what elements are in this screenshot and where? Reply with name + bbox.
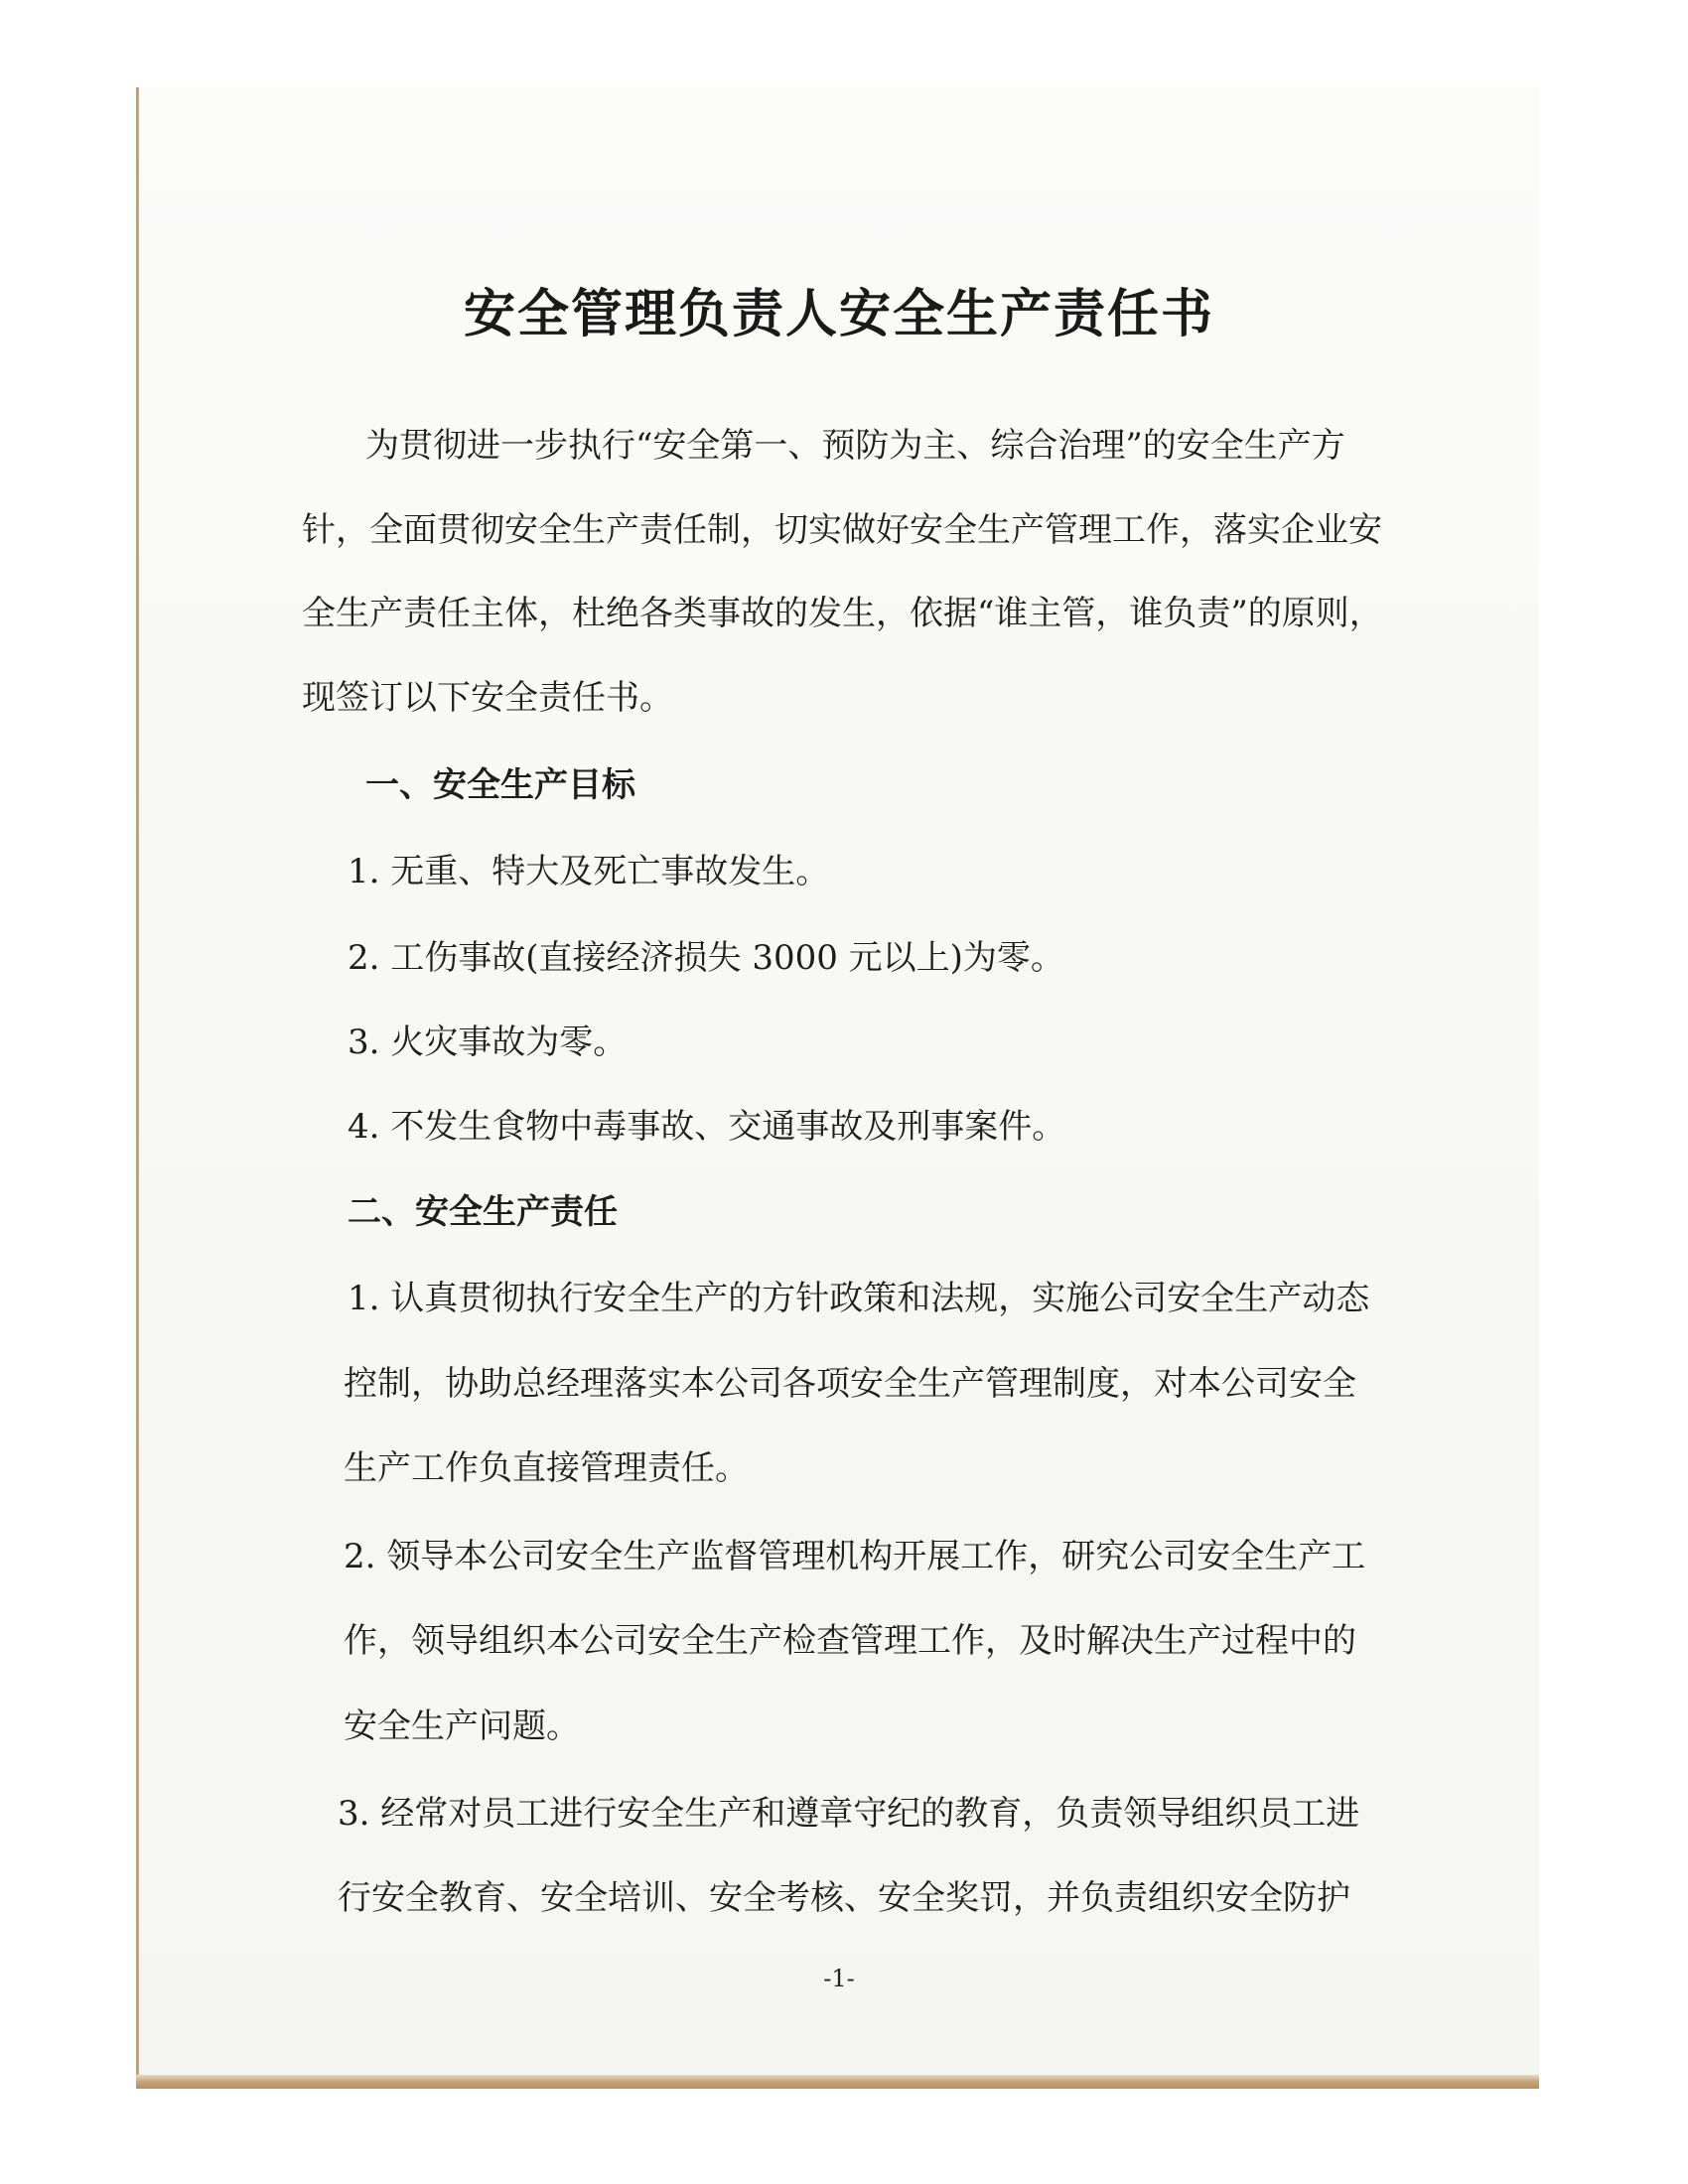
responsibility-3-line-2: 行安全教育、安全培训、安全考核、安全奖罚，并负责组织安全防护 xyxy=(338,1878,1350,1918)
page-number: -1- xyxy=(823,1965,855,1992)
paper-bottom-edge xyxy=(136,2075,1539,2089)
responsibility-1-line-1: 1. 认真贯彻执行安全生产的方针政策和法规，实施公司安全生产动态 xyxy=(348,1279,1370,1318)
document-title: 安全管理负责人安全生产责任书 xyxy=(463,284,1214,344)
target-item-4: 4. 不发生食物中毒事故、交通事故及刑事案件。 xyxy=(348,1107,1066,1147)
intro-line-2: 针，全面贯彻安全生产责任制，切实做好安全生产管理工作，落实企业安 xyxy=(302,510,1382,550)
responsibility-2-line-3: 安全生产问题。 xyxy=(344,1706,580,1746)
intro-line-4: 现签订以下安全责任书。 xyxy=(302,678,673,718)
intro-line-3: 全生产责任主体，杜绝各类事故的发生，依据“谁主管，谁负责”的原则， xyxy=(302,594,1383,633)
responsibility-1-line-2: 控制，协助总经理落实本公司各项安全生产管理制度，对本公司安全 xyxy=(344,1364,1356,1404)
responsibility-2-line-1: 2. 领导本公司安全生产监督管理机构开展工作，研究公司安全生产工 xyxy=(344,1537,1366,1576)
responsibility-2-line-2: 作，领导组织本公司安全生产检查管理工作，及时解决生产过程中的 xyxy=(344,1621,1356,1661)
intro-line-1: 为贯彻进一步执行“安全第一、预防为主、综合治理”的安全生产方 xyxy=(365,426,1345,466)
document-page xyxy=(139,87,1539,2081)
target-item-3: 3. 火灾事故为零。 xyxy=(348,1023,628,1062)
target-item-2: 2. 工伤事故(直接经济损失 3000 元以上)为零。 xyxy=(348,938,1064,978)
responsibility-1-line-3: 生产工作负直接管理责任。 xyxy=(344,1448,749,1488)
section-heading-targets: 一、安全生产目标 xyxy=(365,765,635,805)
responsibility-3-line-1: 3. 经常对员工进行安全生产和遵章守纪的教育，负责领导组织员工进 xyxy=(338,1794,1360,1834)
target-item-1: 1. 无重、特大及死亡事故发生。 xyxy=(348,852,830,891)
section-heading-responsibilities: 二、安全生产责任 xyxy=(348,1192,618,1232)
